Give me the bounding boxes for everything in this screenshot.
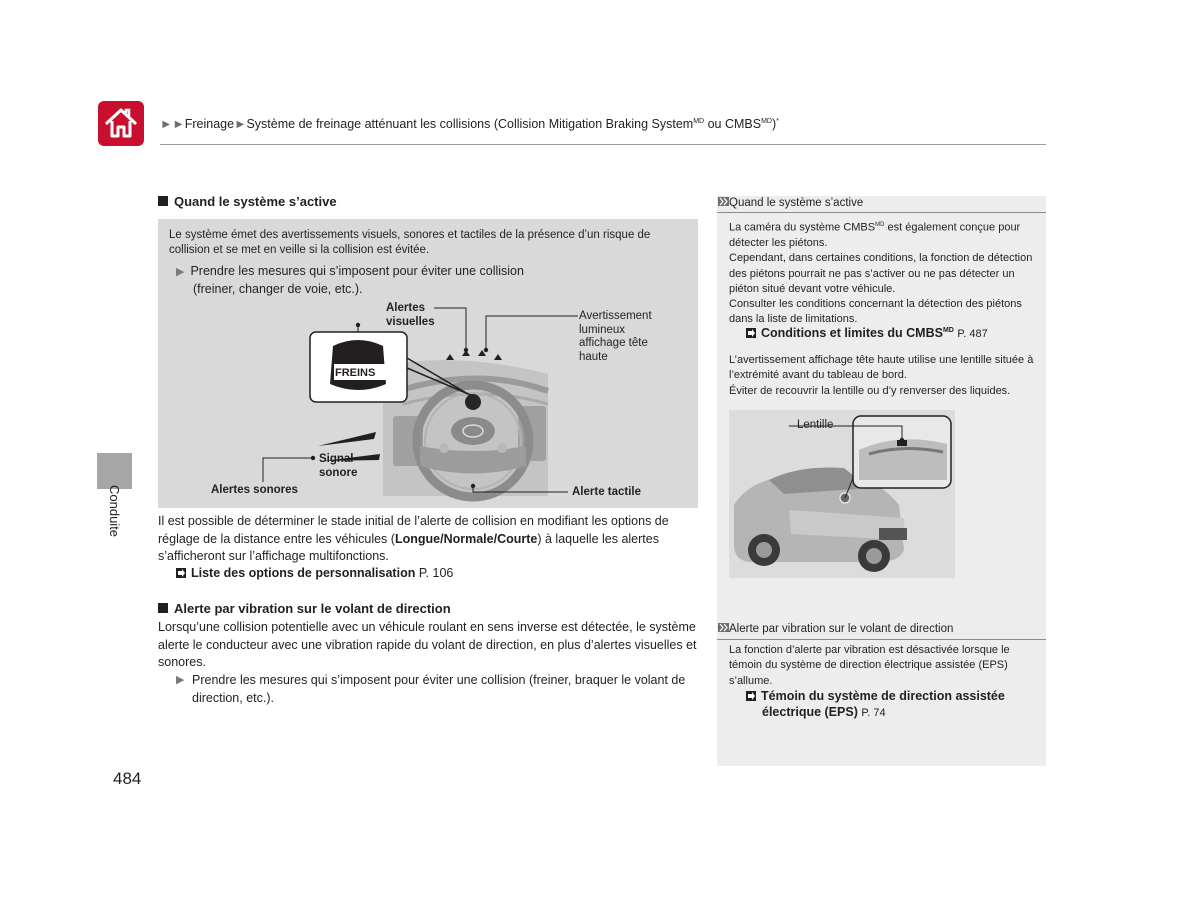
chapter-tab-marker[interactable] (97, 453, 132, 489)
page-number: 484 (113, 769, 142, 788)
triangle-bullet-icon: ▶ (176, 674, 185, 686)
sidebar-note1-heading: Quand le système s’active (717, 197, 863, 209)
sidebar-hud-lens-text: L’avertissement affichage tête haute utilise une lentille située à l’extrémité avant du tableau de bord. Éviter de recouvrir la lentille ou d’y renverser des liquides. (729, 354, 1034, 397)
car-drawing (729, 410, 955, 578)
eps-indicator-link[interactable]: Témoin du système de direction assistée électrique (EPS) P. 74 (746, 688, 1005, 721)
label-lens: Lentille (797, 419, 834, 431)
header-divider (160, 144, 1046, 145)
cross-reference-icon (176, 568, 186, 578)
breadcrumb-current: Système de freinage atténuant les collisions (Collision Mitigation Braking System$^{MD}$ ou $CMBS^{MD})^*$ (246, 117, 779, 131)
vibration-bullet: ▶ Prendre les mesures qui s’imposent pour éviter une collision (freiner, braquer le volant de direction, etc.). (176, 673, 686, 705)
home-icon (104, 106, 138, 140)
cross-reference-icon (746, 328, 756, 338)
steering-wheel-diagram (158, 296, 698, 508)
triangle-bullet-icon: ▶ (176, 266, 185, 278)
label-audible-alerts: Alertes sonores (211, 484, 298, 496)
distance-setting-paragraph: Il est possible de déterminer le stade initial de l’alerte de collision en modifiant les options de réglage de la distance entre les véhicules (Longue/Normale/Courte) à laquelle les alertes s’afficheront sur l’affichage multifonctions. (158, 514, 669, 563)
cross-reference-icon (746, 691, 756, 701)
label-audible-signal: Signal sonore (319, 453, 358, 479)
square-bullet-icon (158, 196, 168, 206)
car-lens-illustration (729, 410, 955, 578)
breadcrumb-arrows: ►► (160, 117, 185, 131)
freins-indicator-text: FREINS (335, 367, 376, 379)
sidebar-note2-text: La fonction d’alerte par vibration est désactivée lorsque le témoin du système de direction électrique assistée (EPS) s’allume. (729, 644, 1010, 687)
label-visual-alerts: Alertes visuelles (386, 302, 435, 328)
vibration-paragraph: Lorsqu’une collision potentielle avec un véhicule roulant en sens inverse est détectée, le système alerte le conducteur avec une vibration rapide du volant de direction, en plus d’alertes visuelles et sonores. (158, 620, 697, 669)
home-button[interactable] (98, 101, 144, 146)
label-tactile-alert: Alerte tactile (572, 486, 642, 498)
section-heading-activation: Quand le système s’active (158, 194, 337, 209)
breadcrumb-link-freinage[interactable]: Freinage (184, 117, 235, 131)
section-heading-vibration: Alerte par vibration sur le volant de direction (158, 601, 451, 616)
activation-box-text: Le système émet des avertissements visuels, sonores et tactiles de la présence d’un risque de collision et se met en veille si la collision est évitée. (169, 229, 651, 256)
sidebar-divider (717, 639, 1046, 640)
square-bullet-icon (158, 603, 168, 613)
customization-options-link[interactable]: Liste des options de personnalisation P. 106 (176, 566, 453, 580)
activation-box-bullet: ▶ Prendre les mesures qui s’imposent pour éviter une collision (freiner, changer de voie, etc.). (176, 264, 524, 296)
double-chevron-icon (718, 197, 729, 206)
sidebar-note1-text: La caméra du système $CMBS^{MD}$ est également conçue pour détecter les piétons. Cependant, dans certaines conditions, la fonction de détection des piétons pourrait ne pas s’activer ou ne pas détecter un piéton situé devant votre véhicule. Consulter les conditions concernant la détection des piétons dans la liste de limitations. (729, 221, 1033, 326)
cmbs-conditions-link[interactable]: Conditions et limites du $CMBS^{MD}$ P. 487 (746, 323, 988, 342)
sidebar-note2-heading: Alerte par vibration sur le volant de direction (717, 623, 953, 635)
sidebar-divider (717, 212, 1046, 213)
chapter-tab-label[interactable]: Conduite (107, 485, 122, 538)
breadcrumb (160, 117, 779, 131)
double-chevron-icon (718, 623, 729, 632)
label-hud-warning: Avertissement lumineux affichage tête haute (579, 310, 652, 363)
breadcrumb-separator: ► (234, 117, 247, 131)
